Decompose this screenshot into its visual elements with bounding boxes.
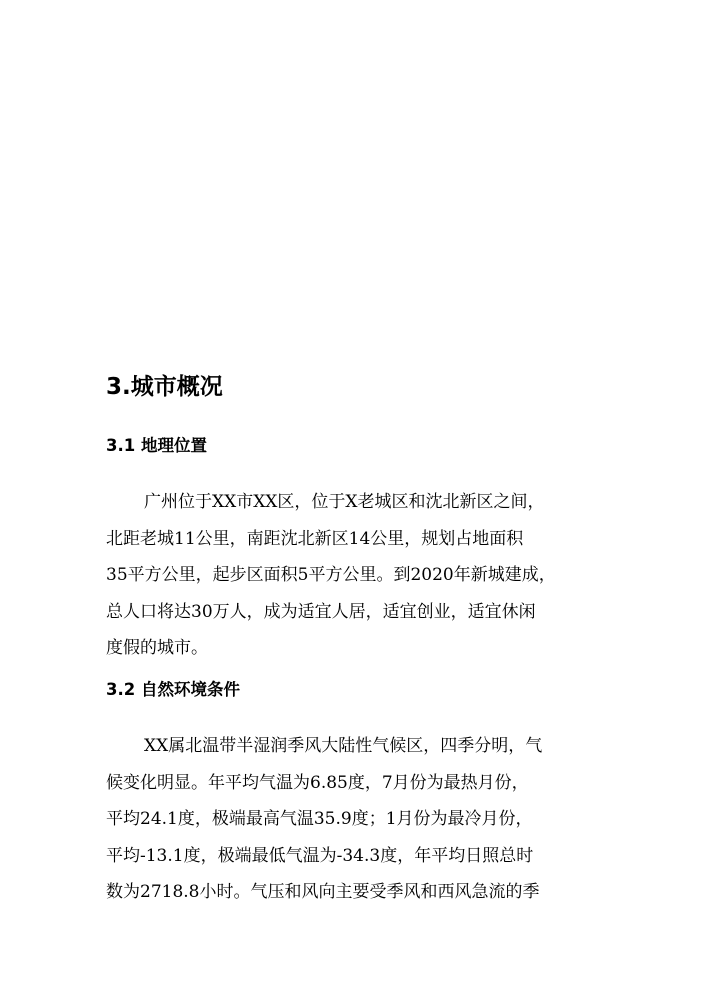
- paragraph-line: 总人口将达30万人，成为适宜人居，适宜创业，适宜休闲: [106, 601, 536, 622]
- chapter-heading: 3.城市概况: [106, 374, 223, 400]
- paragraph-line: XX属北温带半湿润季风大陆性气候区，四季分明，气: [144, 736, 543, 756]
- section-heading-geography: 3.1 地理位置: [106, 436, 207, 455]
- paragraph-environment: [106, 728, 606, 911]
- paragraph-line: 度假的城市。: [106, 638, 208, 658]
- paragraph-line: 平均24.1度，极端最高气温35.9度；1月份为最冷月份，: [106, 809, 533, 829]
- paragraph-line: 候变化明显。年平均气温为6.85度，7月份为最热月份，: [106, 772, 529, 793]
- paragraph-line: 北距老城11公里，南距沈北新区14公里，规划占地面积: [106, 528, 524, 549]
- paragraph-line: 数为2718.8小时。气压和风向主要受季风和西风急流的季: [106, 882, 540, 902]
- paragraph-line: 35平方公里，起步区面积5平方公里。到2020年新城建成，: [106, 565, 556, 585]
- section-heading-environment: 3.2 自然环境条件: [106, 680, 240, 699]
- paragraph-geography: [106, 484, 606, 667]
- paragraph-line: 平均-13.1度，极端最低气温为-34.3度，年平均日照总时: [106, 845, 534, 866]
- paragraph-line: 广州位于XX市XX区，位于X老城区和沈北新区之间，: [144, 492, 545, 512]
